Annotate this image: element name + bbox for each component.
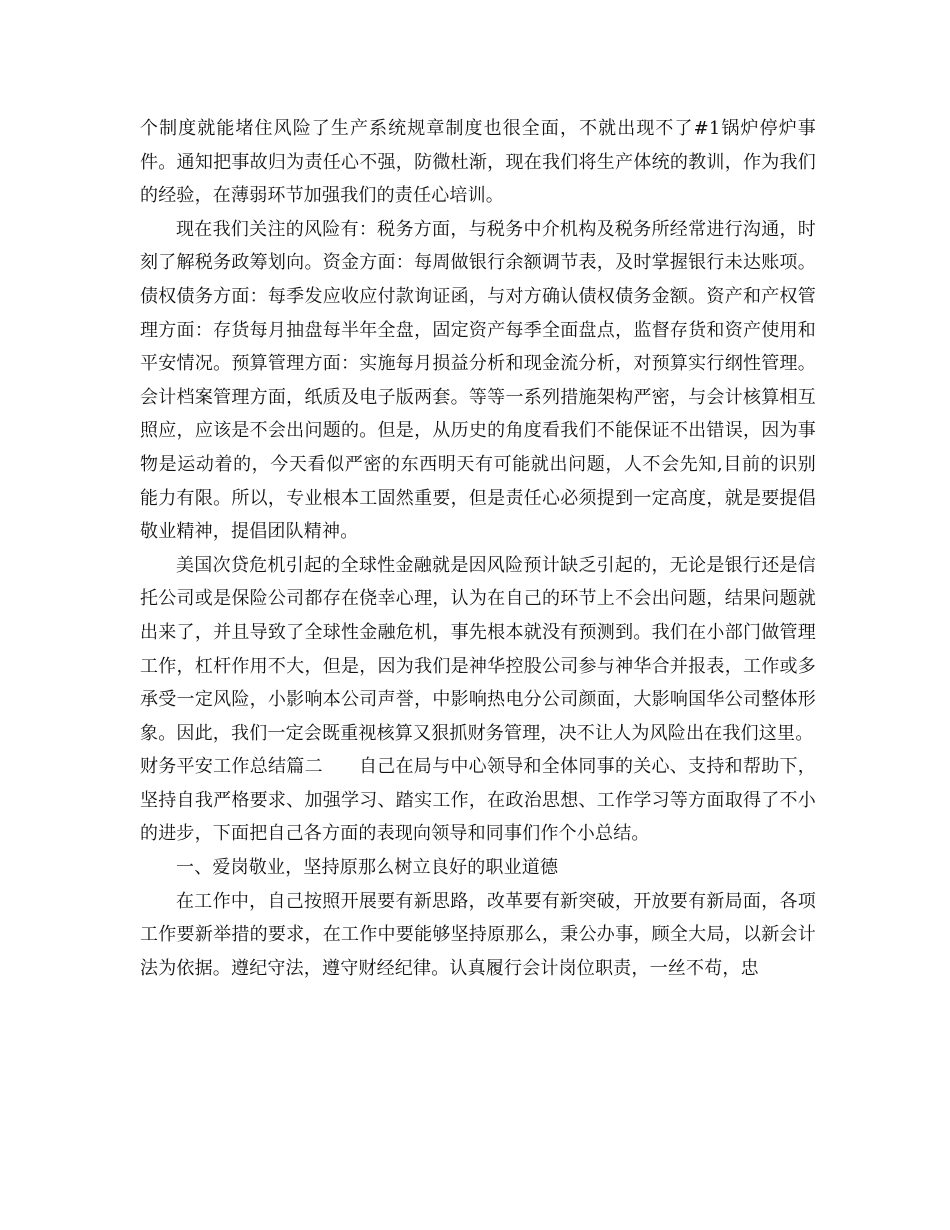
section-intro-paragraph xyxy=(140,750,816,851)
document-page xyxy=(140,112,816,985)
subheading: 一、爱岗敬业，坚持原那么树立良好的职业道德 xyxy=(176,857,559,879)
closing-paragraph: 在工作中，自己按照开展要有新思路，改革要有新突破，开放要有新局面，各项工作要新举措的要求，在工作中要能够坚持原那么，秉公办事，顾全大局，以新会计法为依据。遵纪守法，遵守财经纪律。认真履行会计岗位职责，一丝不苟，忠 xyxy=(140,890,816,979)
section-intro: 自己在局与中心领导和全体同事的关心、支持和帮助下，坚持自我严格要求、加强学习、踏实工作，在政治思想、工作学习等方面取得了不小的进步，下面把自己各方面的表现向领导和同事们作个小总结。 xyxy=(140,756,816,845)
paragraph-3: 美国次贷危机引起的全球性金融就是因风险预计缺乏引起的，无论是银行还是信托公司或是保险公司都存在侥幸心理，认为在自己的环节上不会出问题，结果问题就出来了，并且导致了全球性金融危机，事先根本就没有预测到。我们在小部门做管理工作，杠杆作用不大，但是，因为我们是神华控股公司参与神华合并报表，工作或多承受一定风险，小影响本公司声誉，中影响热电分公司颜面，大影响国华公司整体形象。因此，我们一定会既重视核算又狠抓财务管理，决不让人为风险出在我们这里。 xyxy=(140,554,816,744)
paragraph-1: 个制度就能堵住风险了生产系统规章制度也很全面，不就出现不了#1锅炉停炉事件。通知把事故归为责任心不强，防微杜渐，现在我们将生产体统的教训，作为我们的经验，在薄弱环节加强我们的责任心培训。 xyxy=(140,118,816,207)
section-heading: 财务平安工作总结篇二 xyxy=(140,756,323,778)
paragraph-2: 现在我们关注的风险有：税务方面，与税务中介机构及税务所经常进行沟通，时刻了解税务政筹划向。资金方面：每周做银行余额调节表，及时掌握银行未达账项。债权债务方面：每季发应收应付款询证函，与对方确认债权债务金额。资产和产权管理方面：存货每月抽盘每半年全盘，固定资产每季全面盘点，监督存货和资产使用和平安情况。预算管理方面：实施每月损益分析和现金流分析，对预算实行纲性管理。会计档案管理方面，纸质及电子版两套。等等一系列措施架构严密，与会计核算相互照应，应该是不会出问题的。但是，从历史的角度看我们不能保证不出错误，因为事物是运动着的，今天看似严密的东西明天有可能就出问题，人不会先知,目前的识别能力有限。所以，专业根本工固然重要，但是责任心必须提到一定高度，就是要提倡敬业精神，提倡团队精神。 xyxy=(140,218,816,543)
